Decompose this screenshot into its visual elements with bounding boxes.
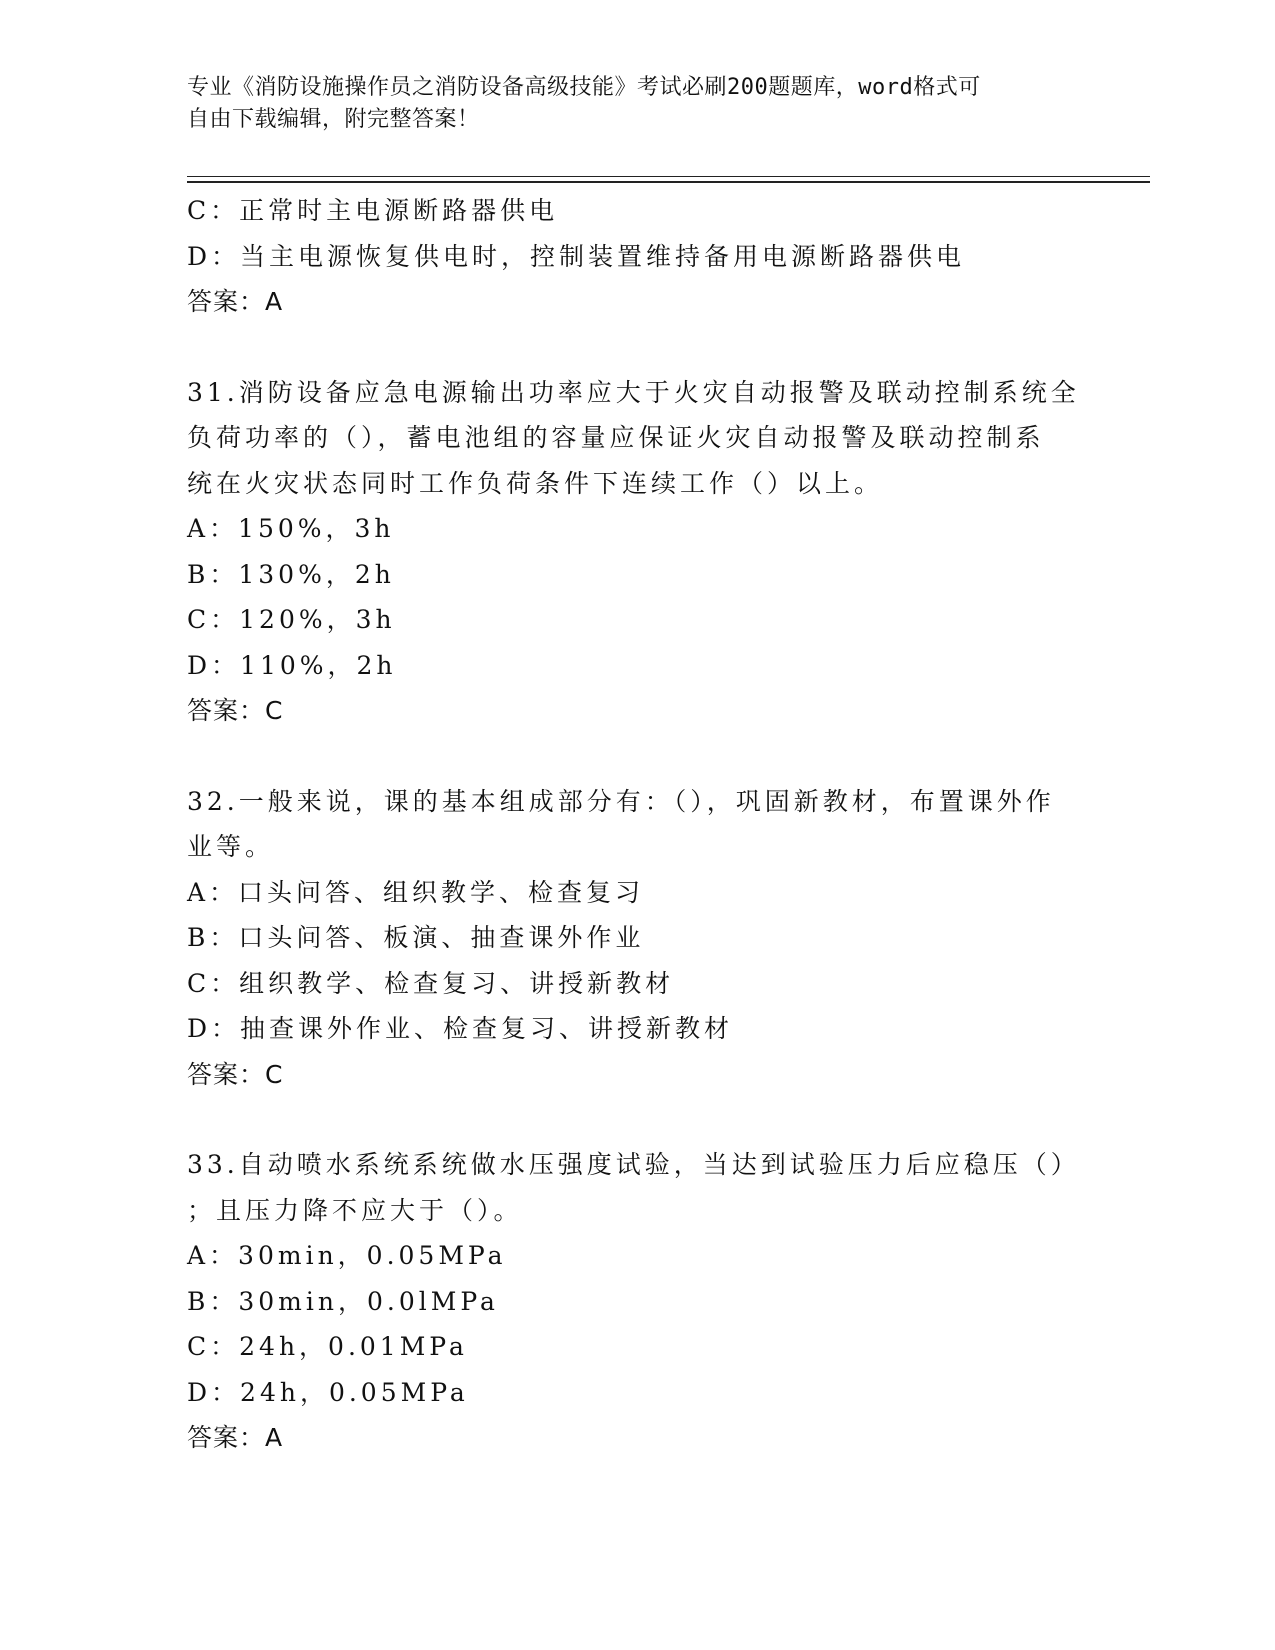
question-32	[187, 779, 1077, 1098]
option-a: A：30min，0.05MPa	[187, 1241, 507, 1270]
option-a: A：150%，3h	[187, 514, 395, 543]
spacer	[187, 1097, 1077, 1142]
option-b: B：口头问答、板演、抽查课外作业	[187, 923, 645, 952]
spacer	[187, 734, 1077, 779]
spacer	[187, 325, 1077, 370]
option-d: D：110%，2h	[187, 650, 397, 680]
answer-text: 答案：C	[187, 696, 284, 725]
question-text-line: 31.消防设备应急电源输出功率应大于火灾自动报警及联动控制系统全	[187, 377, 1080, 407]
question-text-line: 33.自动喷水系统系统做水压强度试验，当达到试验压力后应稳压（）	[187, 1150, 1080, 1179]
header-divider-thin	[187, 176, 1150, 177]
question-33	[187, 1142, 1080, 1461]
header-line-1: 专业《消防设施操作员之消防设备高级技能》考试必刷200题题库，word格式可	[187, 75, 981, 100]
document-body	[187, 188, 1080, 1461]
question-text-line: 业等。	[187, 832, 275, 861]
answer-text: 答案：A	[187, 1423, 284, 1452]
option-c: C：组织教学、检查复习、讲授新教材	[187, 968, 675, 998]
option-a: A：口头问答、组织教学、检查复习	[187, 877, 645, 907]
question-text-line: 负荷功率的（），蓄电池组的容量应保证火灾自动报警及联动控制系	[187, 423, 1045, 452]
header-divider-thick	[187, 181, 1150, 183]
answer-text: 答案：A	[187, 287, 284, 316]
header-line-2: 自由下载编辑，附完整答案！	[187, 107, 480, 132]
option-d: D：当主电源恢复供电时，控制装置维持备用电源断路器供电	[187, 241, 966, 271]
question-31	[187, 370, 1080, 734]
option-c: C：120%，3h	[187, 605, 396, 634]
option-c: C：正常时主电源断路器供电	[187, 196, 559, 225]
option-d: D：抽查课外作业、检查复习、讲授新教材	[187, 1014, 734, 1043]
answer-text: 答案：C	[187, 1059, 284, 1089]
question-text-line: 统在火灾状态同时工作负荷条件下连续工作（）以上。	[187, 468, 884, 498]
option-b: B：130%，2h	[187, 559, 395, 589]
question-text-line: 32.一般来说，课的基本组成部分有：（），巩固新教材，布置课外作	[187, 786, 1055, 816]
option-b: B：30min，0.0lMPa	[187, 1286, 499, 1316]
document-header	[187, 72, 1067, 136]
question-text-line: ；且压力降不应大于（）。	[187, 1195, 523, 1225]
option-c: C：24h，0.01MPa	[187, 1332, 468, 1361]
question-30-tail	[187, 188, 1077, 325]
option-d: D：24h，0.05MPa	[187, 1377, 469, 1407]
